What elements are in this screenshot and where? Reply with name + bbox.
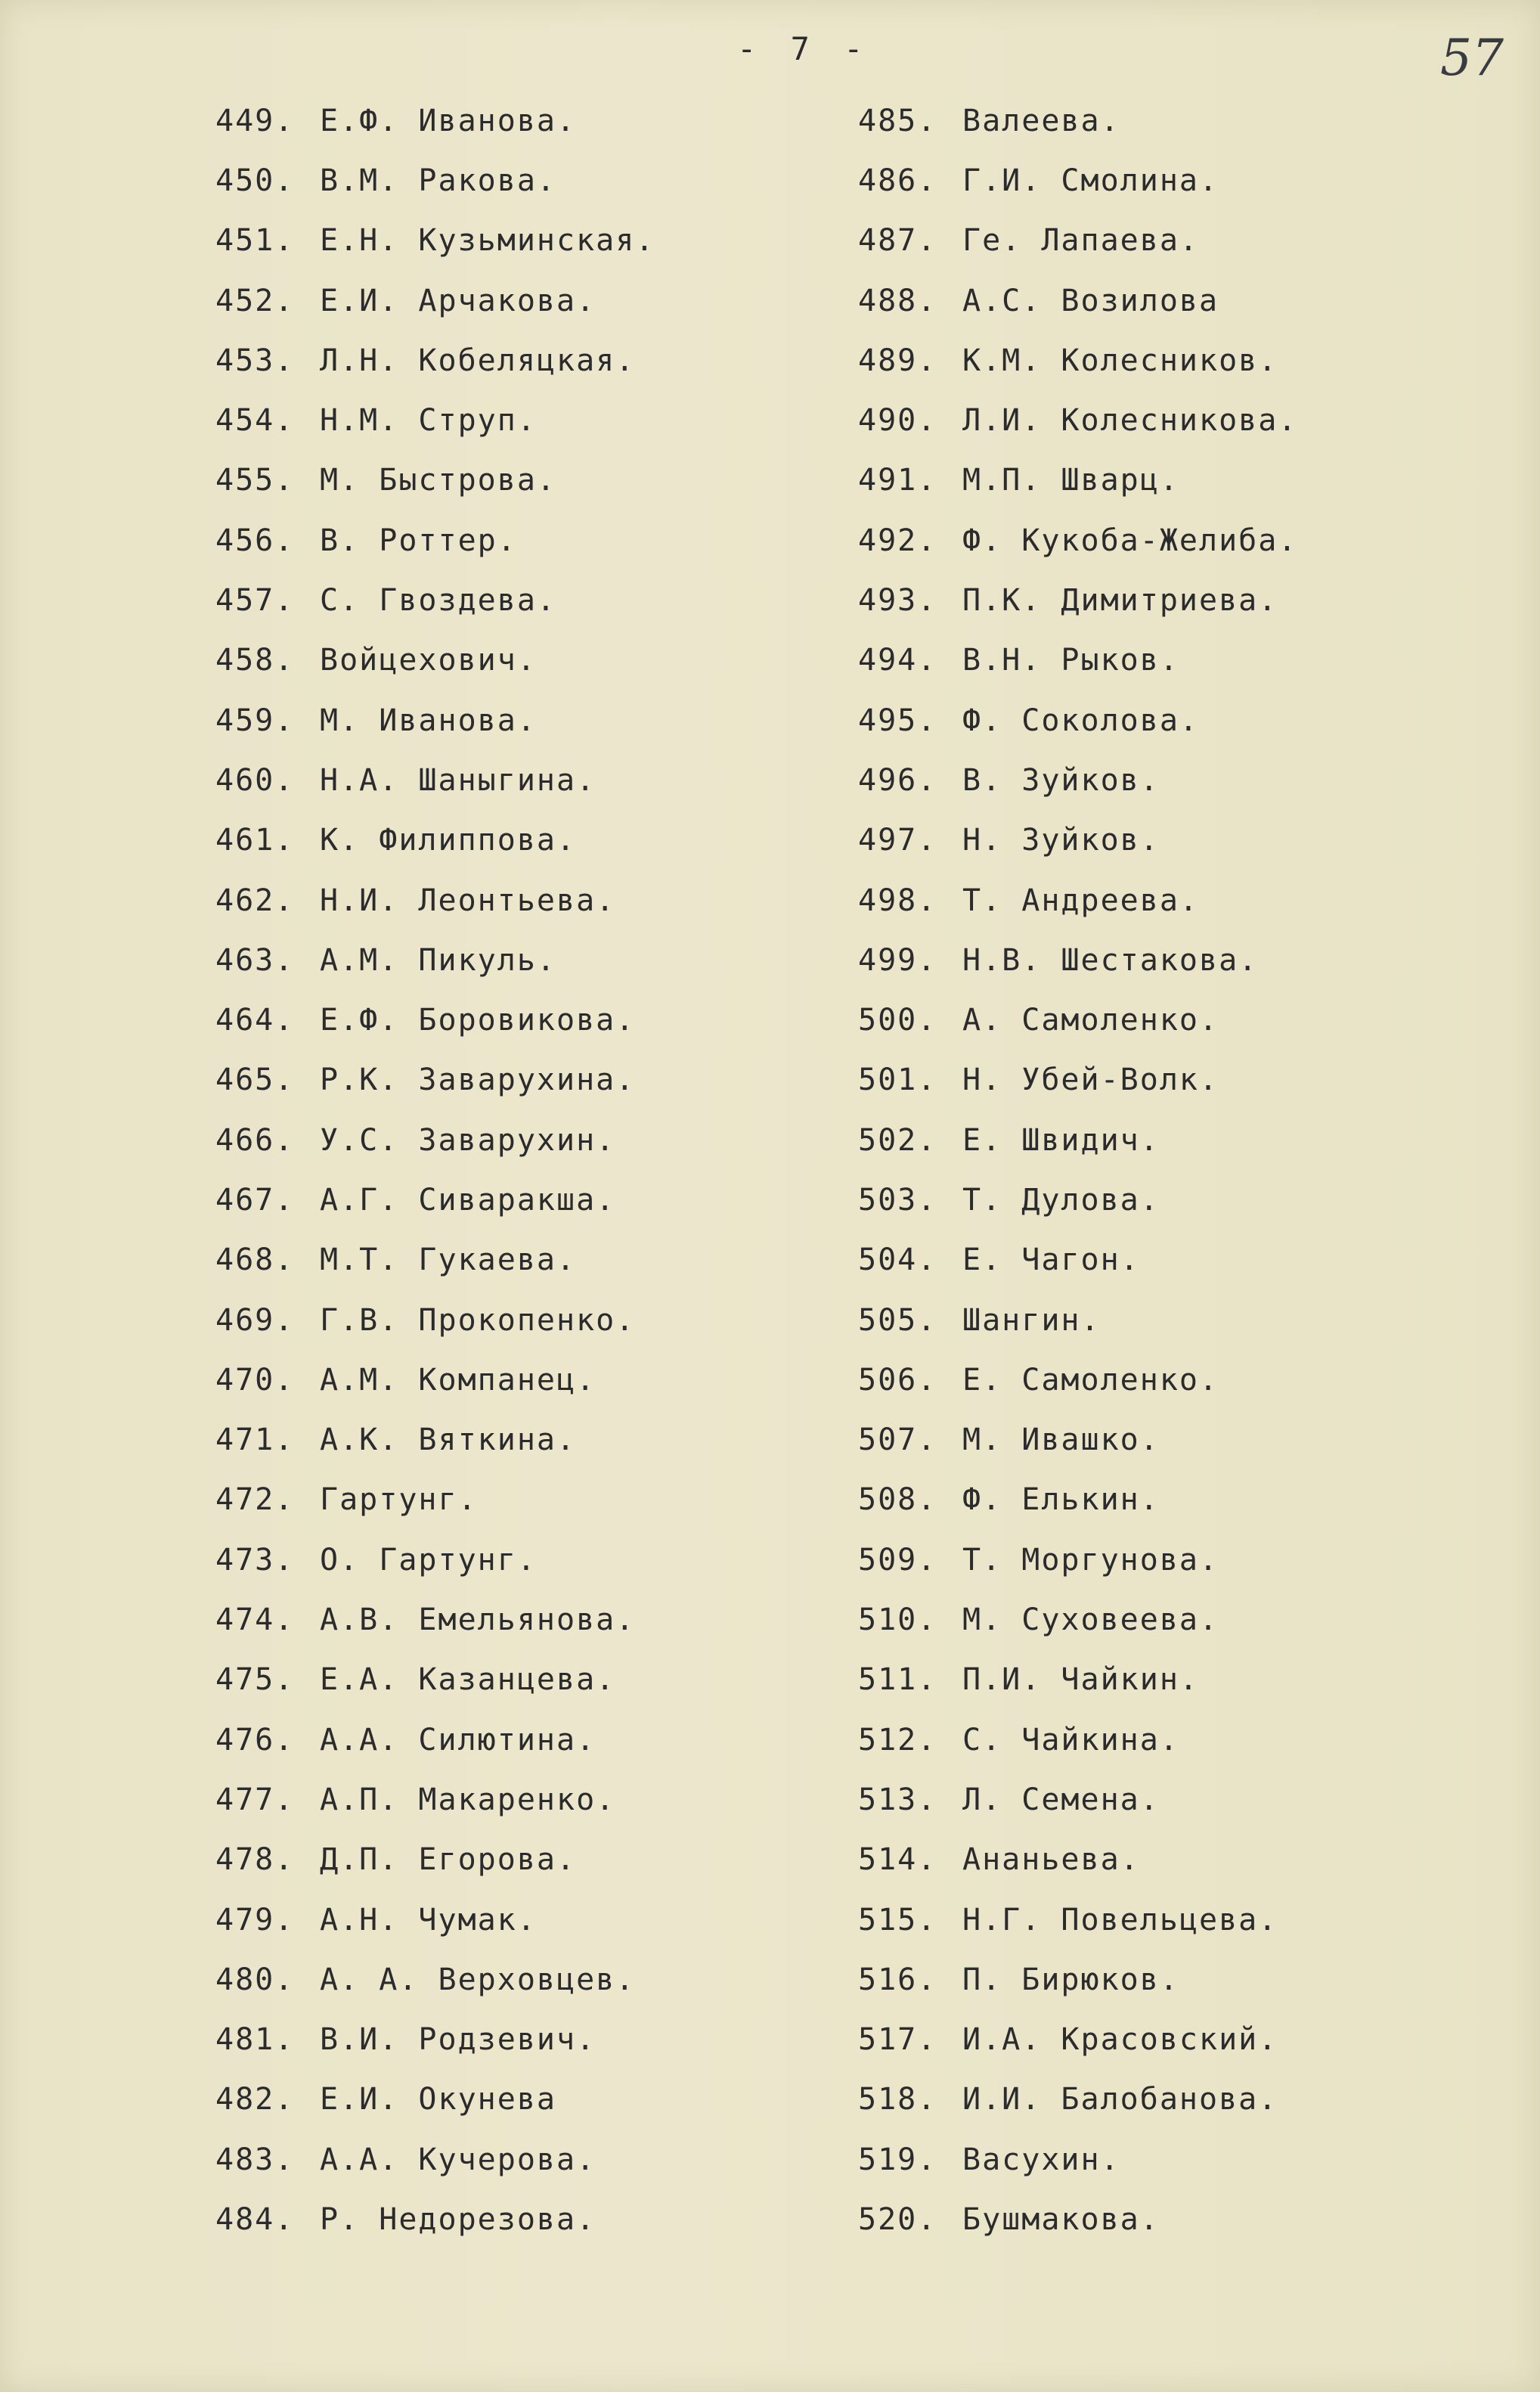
list-item bbox=[858, 150, 1297, 210]
entry-number: 481. bbox=[215, 2022, 295, 2058]
entry-name: Войцехович. bbox=[320, 643, 537, 678]
entry-name: А.М. Пикуль. bbox=[320, 942, 556, 978]
entry-name: Т. Дулова. bbox=[962, 1182, 1160, 1218]
list-item bbox=[858, 271, 1297, 330]
entry-name: Е.Ф. Боровикова. bbox=[320, 1003, 636, 1038]
list-item bbox=[858, 870, 1297, 930]
entry-number: 482. bbox=[215, 2082, 295, 2117]
entry-number: 508. bbox=[858, 1482, 937, 1518]
entry-name: Ф. Кукоба-Желиба. bbox=[962, 523, 1298, 558]
entry-number: 453. bbox=[215, 343, 295, 378]
entry-number: 480. bbox=[215, 1962, 295, 1997]
list-item bbox=[858, 91, 1297, 150]
entry-name: А.К. Вяткина. bbox=[320, 1422, 577, 1458]
list-item bbox=[215, 1770, 655, 1829]
entry-number: 509. bbox=[858, 1542, 937, 1578]
list-item bbox=[858, 690, 1297, 750]
list-item bbox=[858, 2010, 1297, 2070]
list-item bbox=[215, 1410, 655, 1470]
entry-number: 466. bbox=[215, 1122, 295, 1158]
entry-number: 513. bbox=[858, 1782, 937, 1817]
entry-number: 519. bbox=[858, 2142, 937, 2177]
entry-number: 464. bbox=[215, 1003, 295, 1038]
list-item bbox=[215, 211, 655, 271]
entry-name: М. Суховеева. bbox=[962, 1602, 1219, 1638]
list-item bbox=[215, 390, 655, 450]
list-item bbox=[215, 1290, 655, 1350]
entry-name: Васухин. bbox=[962, 2142, 1120, 2177]
list-item bbox=[858, 1770, 1297, 1829]
list-item bbox=[215, 1950, 655, 2009]
entry-number: 468. bbox=[215, 1243, 295, 1278]
entry-name: Валеева. bbox=[962, 103, 1120, 138]
list-item bbox=[858, 451, 1297, 510]
entry-name: Гартунг. bbox=[320, 1482, 478, 1518]
entry-name: Т. Моргунова. bbox=[962, 1542, 1219, 1578]
list-item bbox=[858, 390, 1297, 450]
entry-number: 472. bbox=[215, 1482, 295, 1518]
entry-number: 462. bbox=[215, 883, 295, 918]
entry-name: В.И. Родзевич. bbox=[320, 2022, 596, 2058]
entry-name: П. Бирюков. bbox=[962, 1962, 1179, 1997]
entry-name: А.А. Кучерова. bbox=[320, 2142, 596, 2177]
list-item bbox=[858, 1950, 1297, 2009]
entry-number: 456. bbox=[215, 523, 295, 558]
left-column-list bbox=[215, 91, 655, 2250]
entry-number: 483. bbox=[215, 2142, 295, 2177]
entry-name: П.И. Чайкин. bbox=[962, 1662, 1199, 1698]
list-item bbox=[858, 2070, 1297, 2130]
list-item bbox=[215, 1110, 655, 1170]
list-item bbox=[858, 1470, 1297, 1530]
entry-name: Н.В. Шестакова. bbox=[962, 942, 1259, 978]
entry-number: 476. bbox=[215, 1722, 295, 1758]
entry-name: Н.Г. Повельцева. bbox=[962, 1902, 1278, 1937]
list-item bbox=[858, 990, 1297, 1050]
entry-name: А.С. Возилова bbox=[962, 283, 1219, 318]
list-item bbox=[858, 1410, 1297, 1470]
entry-name: П.К. Димитриева. bbox=[962, 583, 1278, 619]
list-item bbox=[858, 1230, 1297, 1290]
entry-number: 469. bbox=[215, 1302, 295, 1338]
list-item bbox=[215, 570, 655, 630]
entry-name: В. Роттер. bbox=[320, 523, 517, 558]
list-item bbox=[215, 510, 655, 570]
entry-name: С. Чайкина. bbox=[962, 1722, 1179, 1758]
list-item bbox=[215, 1050, 655, 1110]
list-item bbox=[858, 1170, 1297, 1230]
entry-number: 502. bbox=[858, 1122, 937, 1158]
list-item bbox=[858, 570, 1297, 630]
list-item bbox=[858, 330, 1297, 390]
entry-number: 467. bbox=[215, 1182, 295, 1218]
entry-number: 515. bbox=[858, 1902, 937, 1937]
entry-name: К.М. Колесников. bbox=[962, 343, 1278, 378]
entry-number: 488. bbox=[858, 283, 937, 318]
entry-name: В. Зуйков. bbox=[962, 762, 1160, 798]
entry-name: Н. Убей-Волк. bbox=[962, 1063, 1219, 1098]
entry-name: Т. Андреева. bbox=[962, 883, 1199, 918]
list-item bbox=[215, 1530, 655, 1590]
entry-name: С. Гвоздева. bbox=[320, 583, 556, 619]
list-item bbox=[858, 2130, 1297, 2189]
right-column-list bbox=[858, 91, 1297, 2250]
list-item bbox=[858, 1050, 1297, 1110]
entry-name: В.Н. Рыков. bbox=[962, 643, 1179, 678]
entry-name: А.В. Емельянова. bbox=[320, 1602, 636, 1638]
entry-number: 459. bbox=[215, 703, 295, 738]
list-item bbox=[215, 750, 655, 810]
entry-number: 491. bbox=[858, 463, 937, 498]
entry-number: 518. bbox=[858, 2082, 937, 2117]
entry-name: Е.Н. Кузьминская. bbox=[320, 223, 655, 259]
list-item bbox=[215, 271, 655, 330]
entry-number: 473. bbox=[215, 1542, 295, 1578]
entry-name: Бушмакова. bbox=[962, 2202, 1160, 2238]
entry-name: Л.Н. Кобеляцкая. bbox=[320, 343, 636, 378]
entry-number: 494. bbox=[858, 643, 937, 678]
entry-name: Е.А. Казанцева. bbox=[320, 1662, 616, 1698]
entry-number: 487. bbox=[858, 223, 937, 259]
entry-number: 465. bbox=[215, 1063, 295, 1098]
list-item bbox=[215, 870, 655, 930]
entry-name: Р.К. Заварухина. bbox=[320, 1063, 636, 1098]
entry-name: Д.П. Егорова. bbox=[320, 1842, 577, 1878]
entry-name: Н. Зуйков. bbox=[962, 823, 1160, 858]
entry-name: Ге. Лапаева. bbox=[962, 223, 1199, 259]
entry-name: Л.И. Колесникова. bbox=[962, 403, 1298, 439]
entry-number: 517. bbox=[858, 2022, 937, 2058]
list-item bbox=[215, 990, 655, 1050]
entry-name: Ф. Соколова. bbox=[962, 703, 1199, 738]
entry-number: 486. bbox=[858, 163, 937, 198]
entry-number: 471. bbox=[215, 1422, 295, 1458]
list-item bbox=[858, 1350, 1297, 1410]
list-item bbox=[215, 2070, 655, 2130]
list-item bbox=[858, 1530, 1297, 1590]
entry-name: Л. Семена. bbox=[962, 1782, 1160, 1817]
entry-number: 475. bbox=[215, 1662, 295, 1698]
list-item bbox=[858, 1710, 1297, 1770]
entry-number: 503. bbox=[858, 1182, 937, 1218]
entry-name: В.М. Ракова. bbox=[320, 163, 556, 198]
entry-number: 461. bbox=[215, 823, 295, 858]
entry-name: Е.И. Окунева bbox=[320, 2082, 556, 2117]
entry-name: Е. Самоленко. bbox=[962, 1362, 1219, 1398]
list-item bbox=[858, 510, 1297, 570]
entry-number: 454. bbox=[215, 403, 295, 439]
entry-number: 460. bbox=[215, 762, 295, 798]
entry-number: 478. bbox=[215, 1842, 295, 1878]
entry-number: 516. bbox=[858, 1962, 937, 1997]
entry-name: Ф. Елькин. bbox=[962, 1482, 1160, 1518]
entry-number: 479. bbox=[215, 1902, 295, 1937]
entry-number: 458. bbox=[215, 643, 295, 678]
entry-name: А. А. Верховцев. bbox=[320, 1962, 636, 1997]
list-item bbox=[858, 1110, 1297, 1170]
entry-number: 510. bbox=[858, 1602, 937, 1638]
entry-number: 457. bbox=[215, 583, 295, 619]
list-item bbox=[858, 1830, 1297, 1890]
list-item bbox=[858, 811, 1297, 870]
entry-number: 490. bbox=[858, 403, 937, 439]
list-item bbox=[215, 2189, 655, 2249]
entry-number: 501. bbox=[858, 1063, 937, 1098]
list-item bbox=[215, 1170, 655, 1230]
entry-name: О. Гартунг. bbox=[320, 1542, 537, 1578]
entry-number: 499. bbox=[858, 942, 937, 978]
list-item bbox=[215, 811, 655, 870]
entry-number: 477. bbox=[215, 1782, 295, 1817]
list-item bbox=[215, 1890, 655, 1950]
entry-name: М. Ивашко. bbox=[962, 1422, 1160, 1458]
page-number: - 7 - bbox=[737, 30, 871, 67]
entry-number: 451. bbox=[215, 223, 295, 259]
entry-number: 463. bbox=[215, 942, 295, 978]
entry-name: Г.В. Прокопенко. bbox=[320, 1302, 636, 1338]
entry-number: 506. bbox=[858, 1362, 937, 1398]
list-item bbox=[215, 91, 655, 150]
list-item bbox=[858, 930, 1297, 990]
entry-name: Е. Швидич. bbox=[962, 1122, 1160, 1158]
entry-name: Ананьева. bbox=[962, 1842, 1140, 1878]
entry-number: 507. bbox=[858, 1422, 937, 1458]
list-item bbox=[858, 211, 1297, 271]
entry-number: 485. bbox=[858, 103, 937, 138]
entry-name: А.М. Компанец. bbox=[320, 1362, 596, 1398]
folio-number: 57 bbox=[1440, 29, 1504, 87]
list-item bbox=[858, 750, 1297, 810]
entry-number: 470. bbox=[215, 1362, 295, 1398]
list-item bbox=[858, 2189, 1297, 2249]
entry-name: А. Самоленко. bbox=[962, 1003, 1219, 1038]
entry-name: К. Филиппова. bbox=[320, 823, 577, 858]
entry-name: Н.М. Струп. bbox=[320, 403, 537, 439]
list-item bbox=[215, 1230, 655, 1290]
list-item bbox=[858, 631, 1297, 690]
list-item bbox=[215, 451, 655, 510]
entry-number: 495. bbox=[858, 703, 937, 738]
entry-number: 511. bbox=[858, 1662, 937, 1698]
list-item bbox=[215, 1710, 655, 1770]
list-item bbox=[858, 1290, 1297, 1350]
list-item bbox=[858, 1650, 1297, 1710]
entry-number: 450. bbox=[215, 163, 295, 198]
entry-name: Р. Недорезова. bbox=[320, 2202, 596, 2238]
list-item bbox=[215, 150, 655, 210]
entry-name: Шангин. bbox=[962, 1302, 1101, 1338]
list-item bbox=[858, 1590, 1297, 1649]
entry-number: 514. bbox=[858, 1842, 937, 1878]
list-item bbox=[215, 631, 655, 690]
entry-name: А.А. Силютина. bbox=[320, 1722, 596, 1758]
entry-number: 520. bbox=[858, 2202, 937, 2238]
entry-number: 505. bbox=[858, 1302, 937, 1338]
entry-number: 496. bbox=[858, 762, 937, 798]
entry-number: 489. bbox=[858, 343, 937, 378]
list-item bbox=[858, 1890, 1297, 1950]
list-item bbox=[215, 930, 655, 990]
list-item bbox=[215, 330, 655, 390]
entry-name: Е.Ф. Иванова. bbox=[320, 103, 577, 138]
entry-name: Е. Чагон. bbox=[962, 1243, 1140, 1278]
entry-name: А.Г. Сиваракша. bbox=[320, 1182, 616, 1218]
list-item bbox=[215, 690, 655, 750]
entry-name: М. Иванова. bbox=[320, 703, 537, 738]
list-item bbox=[215, 2130, 655, 2189]
entry-name: А.Н. Чумак. bbox=[320, 1902, 537, 1937]
entry-name: Е.И. Арчакова. bbox=[320, 283, 596, 318]
entry-name: Г.И. Смолина. bbox=[962, 163, 1219, 198]
entry-name: М.П. Шварц. bbox=[962, 463, 1179, 498]
entry-name: И.А. Красовский. bbox=[962, 2022, 1278, 2058]
entry-number: 449. bbox=[215, 103, 295, 138]
list-item bbox=[215, 1650, 655, 1710]
entry-name: И.И. Балобанова. bbox=[962, 2082, 1278, 2117]
entry-number: 497. bbox=[858, 823, 937, 858]
entry-number: 504. bbox=[858, 1243, 937, 1278]
entry-number: 492. bbox=[858, 523, 937, 558]
entry-name: М.Т. Гукаева. bbox=[320, 1243, 577, 1278]
entry-number: 512. bbox=[858, 1722, 937, 1758]
list-item bbox=[215, 2010, 655, 2070]
entry-name: У.С. Заварухин. bbox=[320, 1122, 616, 1158]
entry-number: 452. bbox=[215, 283, 295, 318]
entry-number: 455. bbox=[215, 463, 295, 498]
list-item bbox=[215, 1470, 655, 1530]
entry-name: Н.А. Шаныгина. bbox=[320, 762, 596, 798]
list-item bbox=[215, 1350, 655, 1410]
list-item bbox=[215, 1590, 655, 1649]
entry-number: 474. bbox=[215, 1602, 295, 1638]
entry-number: 484. bbox=[215, 2202, 295, 2238]
entry-name: А.П. Макаренко. bbox=[320, 1782, 616, 1817]
entry-number: 500. bbox=[858, 1003, 937, 1038]
entry-name: Н.И. Леонтьева. bbox=[320, 883, 616, 918]
entry-name: М. Быстрова. bbox=[320, 463, 556, 498]
entry-number: 493. bbox=[858, 583, 937, 619]
entry-number: 498. bbox=[858, 883, 937, 918]
list-item bbox=[215, 1830, 655, 1890]
